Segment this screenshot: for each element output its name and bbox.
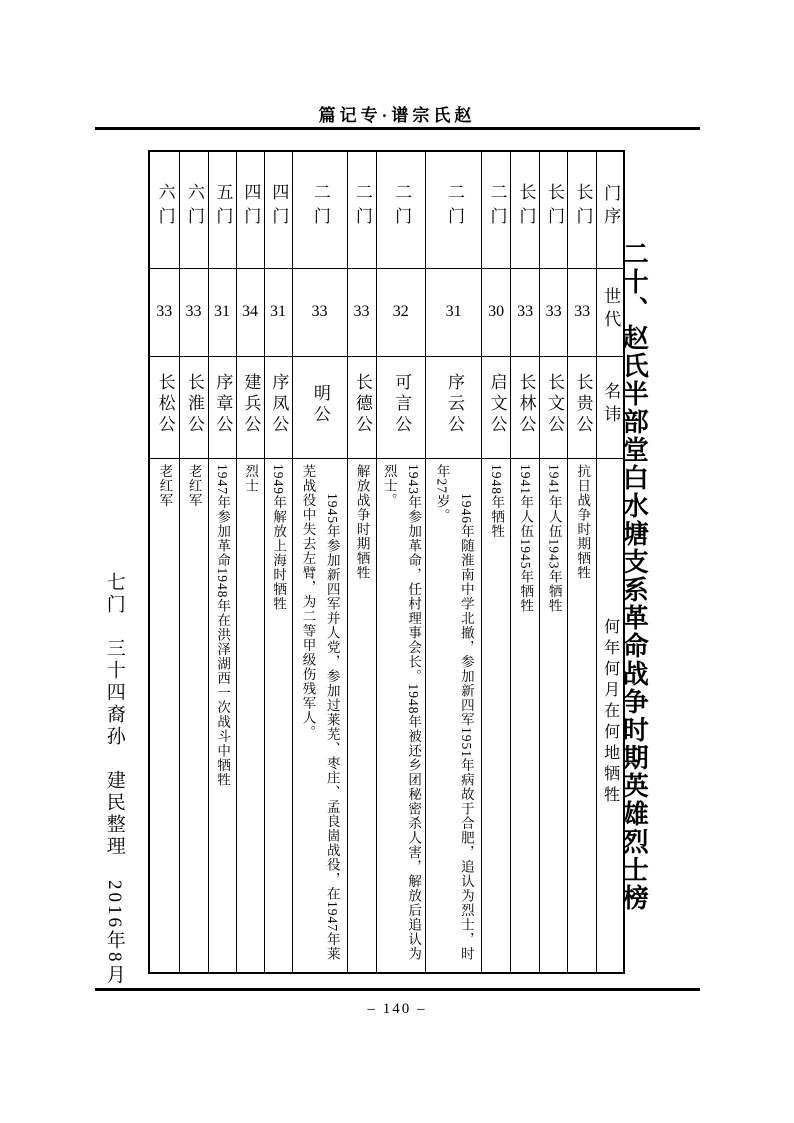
- generation-cell: 33: [540, 268, 568, 356]
- header-men-xu: [597, 151, 624, 268]
- generation-cell: 33: [292, 268, 347, 356]
- note-cell: [208, 458, 236, 973]
- section-title: 二十、赵氏半部堂白水塘支系革命战争时期英雄烈士榜: [619, 240, 649, 912]
- note-cell: [426, 458, 482, 973]
- generation-cell: 31: [426, 268, 482, 356]
- generation-cell: 34: [236, 268, 264, 356]
- men-cell: [426, 151, 482, 268]
- note-value: 老红军: [186, 463, 202, 507]
- note-cell: [236, 458, 264, 973]
- header-shi-dai: [597, 268, 624, 356]
- generation-cell: 31: [208, 268, 236, 356]
- note-value: 烈士: [243, 463, 259, 493]
- name-cell: [511, 356, 540, 458]
- name-cell: [149, 356, 179, 458]
- men-cell: [568, 151, 597, 268]
- generation-cell: 31: [264, 268, 292, 356]
- header-shi-dai-label: 世代: [601, 286, 621, 333]
- name-value: 启文公: [487, 373, 507, 436]
- generation-cell: 30: [482, 268, 511, 356]
- header-sacrifice-label: 何年何月在何地牺牲: [601, 618, 619, 808]
- men-cell: [540, 151, 568, 268]
- name-value: 长文公: [544, 373, 564, 436]
- men-value: 四门: [269, 183, 289, 232]
- name-value: 建兵公: [241, 373, 261, 436]
- men-cell: [264, 151, 292, 268]
- note-value: 1941年人伍1945年牺牲: [518, 463, 534, 613]
- generation-cell: 33: [149, 268, 179, 356]
- men-cell: [347, 151, 376, 268]
- row-sacrifice: [149, 458, 624, 973]
- name-value: 明公: [310, 383, 330, 426]
- note-cell: [179, 458, 208, 973]
- name-value: 长贵公: [573, 373, 593, 436]
- men-value: 五门: [213, 183, 233, 232]
- note-cell: [347, 458, 376, 973]
- row-men-xu: [149, 151, 624, 268]
- page-number: – 140 –: [367, 1001, 427, 1017]
- men-value: 四门: [241, 183, 261, 232]
- men-value: 长门: [544, 183, 564, 232]
- note-cell: [540, 458, 568, 973]
- row-ming-hui: [149, 356, 624, 458]
- men-cell: [149, 151, 179, 268]
- note-value: 抗日战争时期牺牲: [575, 463, 591, 580]
- name-cell: [208, 356, 236, 458]
- note-cell: [264, 458, 292, 973]
- note-cell: [149, 458, 179, 973]
- header-ming-hui: [597, 356, 624, 458]
- note-value: 老红军: [157, 463, 173, 507]
- men-value: 二门: [352, 183, 372, 232]
- men-cell: [208, 151, 236, 268]
- name-cell: [482, 356, 511, 458]
- men-value: 二门: [444, 183, 464, 232]
- note-value: 1949年解放上海时牺牲: [271, 463, 287, 611]
- name-cell: [540, 356, 568, 458]
- name-value: 序章公: [213, 373, 233, 436]
- men-value: 二门: [487, 183, 507, 232]
- name-value: 长林公: [516, 373, 536, 436]
- note-value: 1943年参加革命，任村理事会长。1948年被还乡团秘密杀人害，解放后追认为烈士。: [381, 463, 422, 961]
- note-value: 1946年随淮南中学北撤，参加新四军1951年病故于合肥，追认为烈士，时年27岁。: [434, 463, 474, 962]
- note-value: 解放战争时期牺牲: [354, 463, 370, 580]
- name-cell: [292, 356, 347, 458]
- generation-cell: 33: [179, 268, 208, 356]
- note-cell: [292, 458, 347, 973]
- name-value: 长淮公: [184, 373, 204, 436]
- generation-cell: 32: [376, 268, 426, 356]
- footer-rule: [95, 988, 700, 991]
- name-value: 长德公: [352, 373, 372, 436]
- name-cell: [376, 356, 426, 458]
- note-cell: [568, 458, 597, 973]
- men-cell: [482, 151, 511, 268]
- header-ming-hui-label: 名讳: [601, 381, 621, 428]
- men-value: 二门: [310, 183, 330, 232]
- generation-cell: 33: [568, 268, 597, 356]
- men-value: 二门: [392, 183, 412, 232]
- men-value: 六门: [155, 183, 175, 232]
- note-cell: [511, 458, 540, 973]
- men-cell: [179, 151, 208, 268]
- header-rule: [95, 127, 700, 130]
- note-value: 1947年参加革命1948年在洪泽湖西一次战斗中牺牲: [215, 463, 231, 787]
- header-men-xu-label: 门序: [601, 184, 621, 231]
- note-cell: [376, 458, 426, 973]
- generation-cell: 33: [347, 268, 376, 356]
- running-header: 篇记专·谱宗氏赵: [318, 106, 476, 125]
- name-cell: [568, 356, 597, 458]
- name-cell: [264, 356, 292, 458]
- name-value: 序云公: [444, 373, 464, 436]
- header-sacrifice: [597, 458, 624, 973]
- name-value: 长松公: [155, 373, 175, 436]
- men-cell: [376, 151, 426, 268]
- note-cell: [482, 458, 511, 973]
- men-cell: [236, 151, 264, 268]
- name-cell: [179, 356, 208, 458]
- men-value: 长门: [573, 183, 593, 232]
- name-cell: [347, 356, 376, 458]
- name-cell: [236, 356, 264, 458]
- note-value: 1945年参加新四军并人党，参加过莱芜、枣庄、孟良崮战役，在1947年莱芜战役中失去左臂，为二等甲级伤残军人。: [300, 463, 340, 962]
- men-value: 长门: [516, 183, 536, 232]
- martyrs-table: [148, 150, 625, 974]
- men-cell: [292, 151, 347, 268]
- name-value: 序凤公: [269, 373, 289, 436]
- compiler-note: 七门 三十四裔孙 建民整理 2016年8月: [103, 572, 125, 987]
- row-shi-dai: [149, 268, 624, 356]
- name-cell: [426, 356, 482, 458]
- generation-cell: 33: [511, 268, 540, 356]
- note-value: 1941年人伍1943年牺牲: [546, 463, 562, 613]
- note-value: 1948年牺牲: [489, 463, 505, 538]
- men-cell: [511, 151, 540, 268]
- men-value: 六门: [184, 183, 204, 232]
- name-value: 可言公: [392, 373, 412, 436]
